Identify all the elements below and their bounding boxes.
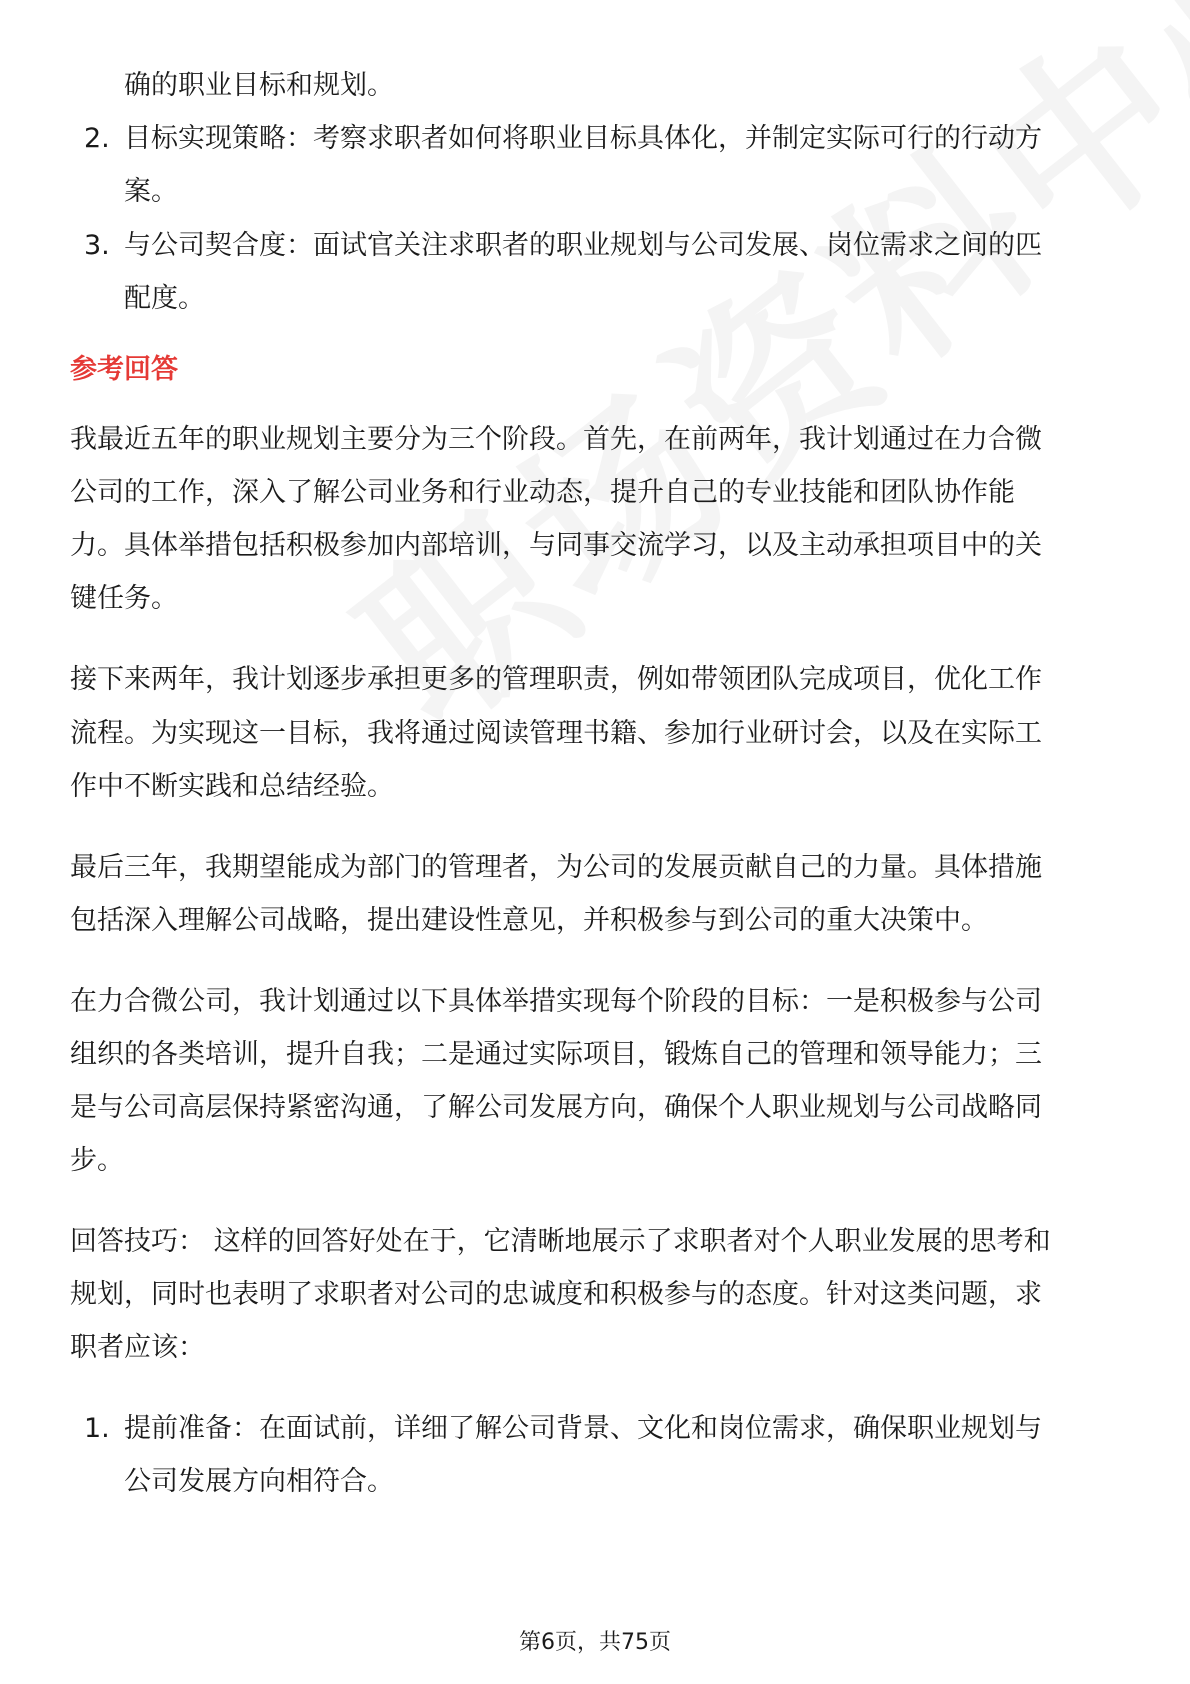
list-item-bottom-line-1: 提前准备：在面试前，详细了解公司背景、文化和岗位需求，确保职业规划与 [124, 1413, 1042, 1444]
paragraph-5-line-1: 回答技巧： 这样的回答好处在于，它清晰地展示了求职者对个人职业发展的思考和 [70, 1226, 1051, 1257]
paragraph-1-line-3: 力。具体举措包括积极参加内部培训，与同事交流学习，以及主动承担项目中的关 [70, 530, 1042, 561]
list-item-1-continued: 确的职业目标和规划。 [124, 70, 394, 101]
paragraph-3-line-1: 最后三年，我期望能成为部门的管理者，为公司的发展贡献自己的力量。具体措施 [70, 852, 1042, 883]
list-number: 1. [84, 1413, 110, 1444]
paragraph-2-line-3: 作中不断实践和总结经验。 [70, 771, 394, 802]
list-item-bottom-line-2: 公司发展方向相符合。 [124, 1466, 394, 1497]
paragraph-4-line-4: 步。 [70, 1145, 124, 1176]
paragraph-5-line-3: 职者应该： [70, 1332, 205, 1363]
paragraph-4-line-1: 在力合微公司，我计划通过以下具体举措实现每个阶段的目标：一是积极参与公司 [70, 986, 1042, 1017]
list-number: 2. [84, 123, 110, 154]
paragraph-3-line-2: 包括深入理解公司战略，提出建设性意见，并积极参与到公司的重大决策中。 [70, 905, 988, 936]
paragraph-1-line-2: 公司的工作，深入了解公司业务和行业动态，提升自己的专业技能和团队协作能 [70, 477, 1015, 508]
paragraph-4-line-2: 组织的各类培训，提升自我；二是通过实际项目，锻炼自己的管理和领导能力；三 [70, 1039, 1042, 1070]
list-item-3-line-2: 配度。 [124, 283, 205, 314]
paragraph-2-line-1: 接下来两年，我计划逐步承担更多的管理职责，例如带领团队完成项目，优化工作 [70, 664, 1042, 695]
paragraph-1-line-4: 键任务。 [70, 583, 178, 614]
paragraph-2-line-2: 流程。为实现这一目标，我将通过阅读管理书籍、参加行业研讨会，以及在实际工 [70, 718, 1042, 749]
paragraph-4-line-3: 是与公司高层保持紧密沟通，了解公司发展方向，确保个人职业规划与公司战略同 [70, 1092, 1042, 1123]
page-number-footer: 第6页，共75页 [519, 1630, 671, 1655]
watermark-text [300, 0, 1190, 775]
paragraph-1-line-1: 我最近五年的职业规划主要分为三个阶段。首先，在前两年，我计划通过在力合微 [70, 424, 1042, 455]
list-item-2-line-2: 案。 [124, 176, 178, 207]
paragraph-5-line-2: 规划，同时也表明了求职者对公司的忠诚度和积极参与的态度。针对这类问题，求 [70, 1279, 1042, 1310]
list-number: 3. [84, 230, 110, 261]
list-item-2-line-1: 目标实现策略：考察求职者如何将职业目标具体化，并制定实际可行的行动方 [124, 123, 1042, 154]
list-item-3-line-1: 与公司契合度：面试官关注求职者的职业规划与公司发展、岗位需求之间的匹 [124, 230, 1042, 261]
section-heading: 参考回答 [70, 354, 178, 385]
